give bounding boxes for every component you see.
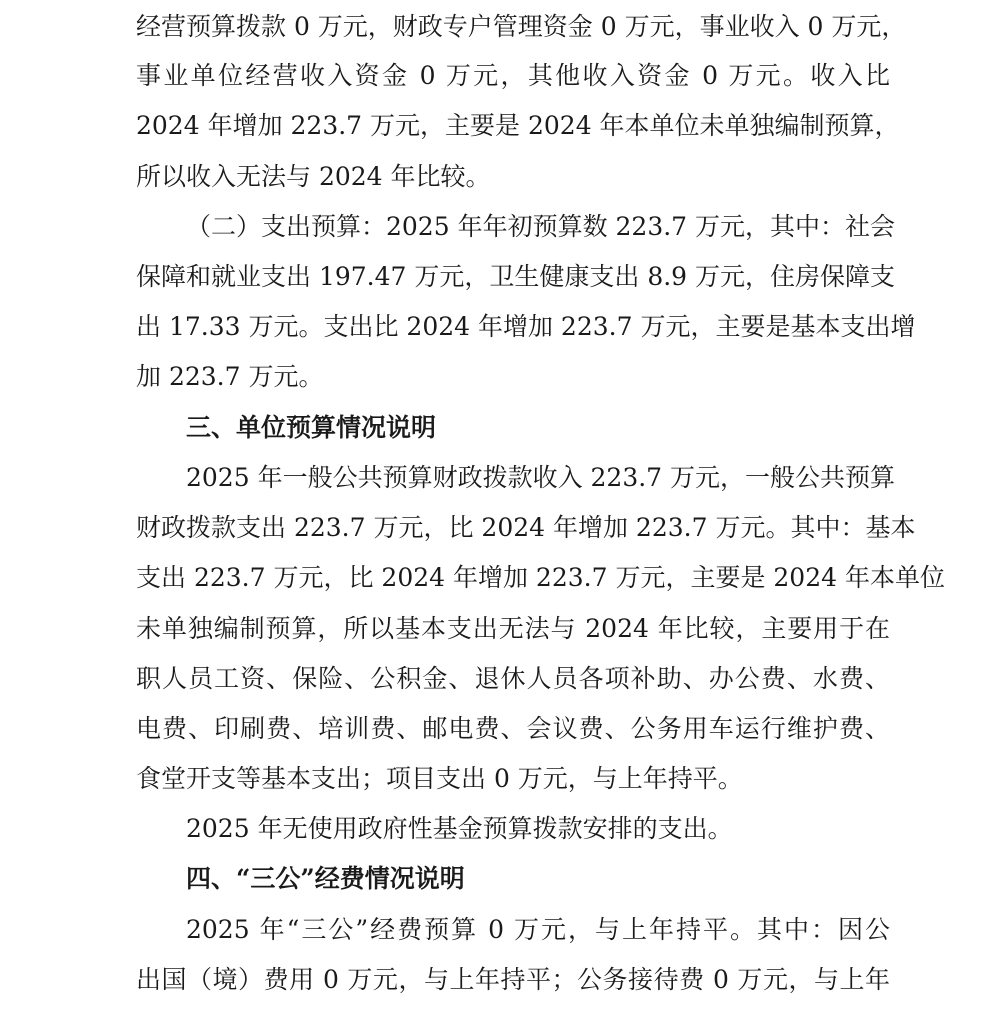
body-text-line: 2024 年增加 223.7 万元，主要是 2024 年本单位未单独编制预算， xyxy=(136,111,900,140)
section-heading: 三、单位预算情况说明 xyxy=(186,413,437,442)
body-text-line: 电费、印刷费、培训费、邮电费、会议费、公务用车运行维护费、 xyxy=(136,714,890,743)
body-text-line: 2025 年“三公”经费预算 0 万元，与上年持平。其中：因公 xyxy=(186,915,890,944)
body-text-line: 2025 年一般公共预算财政拨款收入 223.7 万元，一般公共预算 xyxy=(186,463,896,492)
body-text-line: 出 17.33 万元。支出比 2024 年增加 223.7 万元，主要是基本支出增 xyxy=(136,312,916,341)
body-text-line: 财政拨款支出 223.7 万元，比 2024 年增加 223.7 万元。其中：基本 xyxy=(136,513,916,542)
body-text-line: 保障和就业支出 197.47 万元，卫生健康支出 8.9 万元，住房保障支 xyxy=(136,262,896,291)
body-text-line: 食堂开支等基本支出；项目支出 0 万元，与上年持平。 xyxy=(136,764,743,793)
body-text-line: 经营预算拨款 0 万元，财政专户管理资金 0 万元，事业收入 0 万元， xyxy=(136,12,907,41)
section-heading: 四、“三公”经费情况说明 xyxy=(186,864,465,893)
body-text-line: 出国（境）费用 0 万元，与上年持平；公务接待费 0 万元，与上年 xyxy=(136,965,890,994)
body-text-line: 职人员工资、保险、公积金、退休人员各项补助、办公费、水费、 xyxy=(136,664,890,693)
body-text-line: 支出 223.7 万元，比 2024 年增加 223.7 万元，主要是 2024 年本单位 xyxy=(136,563,945,592)
body-text-line: 未单独编制预算，所以基本支出无法与 2024 年比较，主要用于在 xyxy=(136,614,890,643)
body-text-line: 所以收入无法与 2024 年比较。 xyxy=(136,162,491,191)
subsection-heading-line: （二）支出预算：2025 年年初预算数 223.7 万元，其中：社会 xyxy=(186,212,896,241)
body-text-line: 事业单位经营收入资金 0 万元，其他收入资金 0 万元。收入比 xyxy=(136,61,890,90)
body-text-line: 加 223.7 万元。 xyxy=(136,362,324,391)
body-text-line: 2025 年无使用政府性基金预算拨款安排的支出。 xyxy=(186,814,733,843)
